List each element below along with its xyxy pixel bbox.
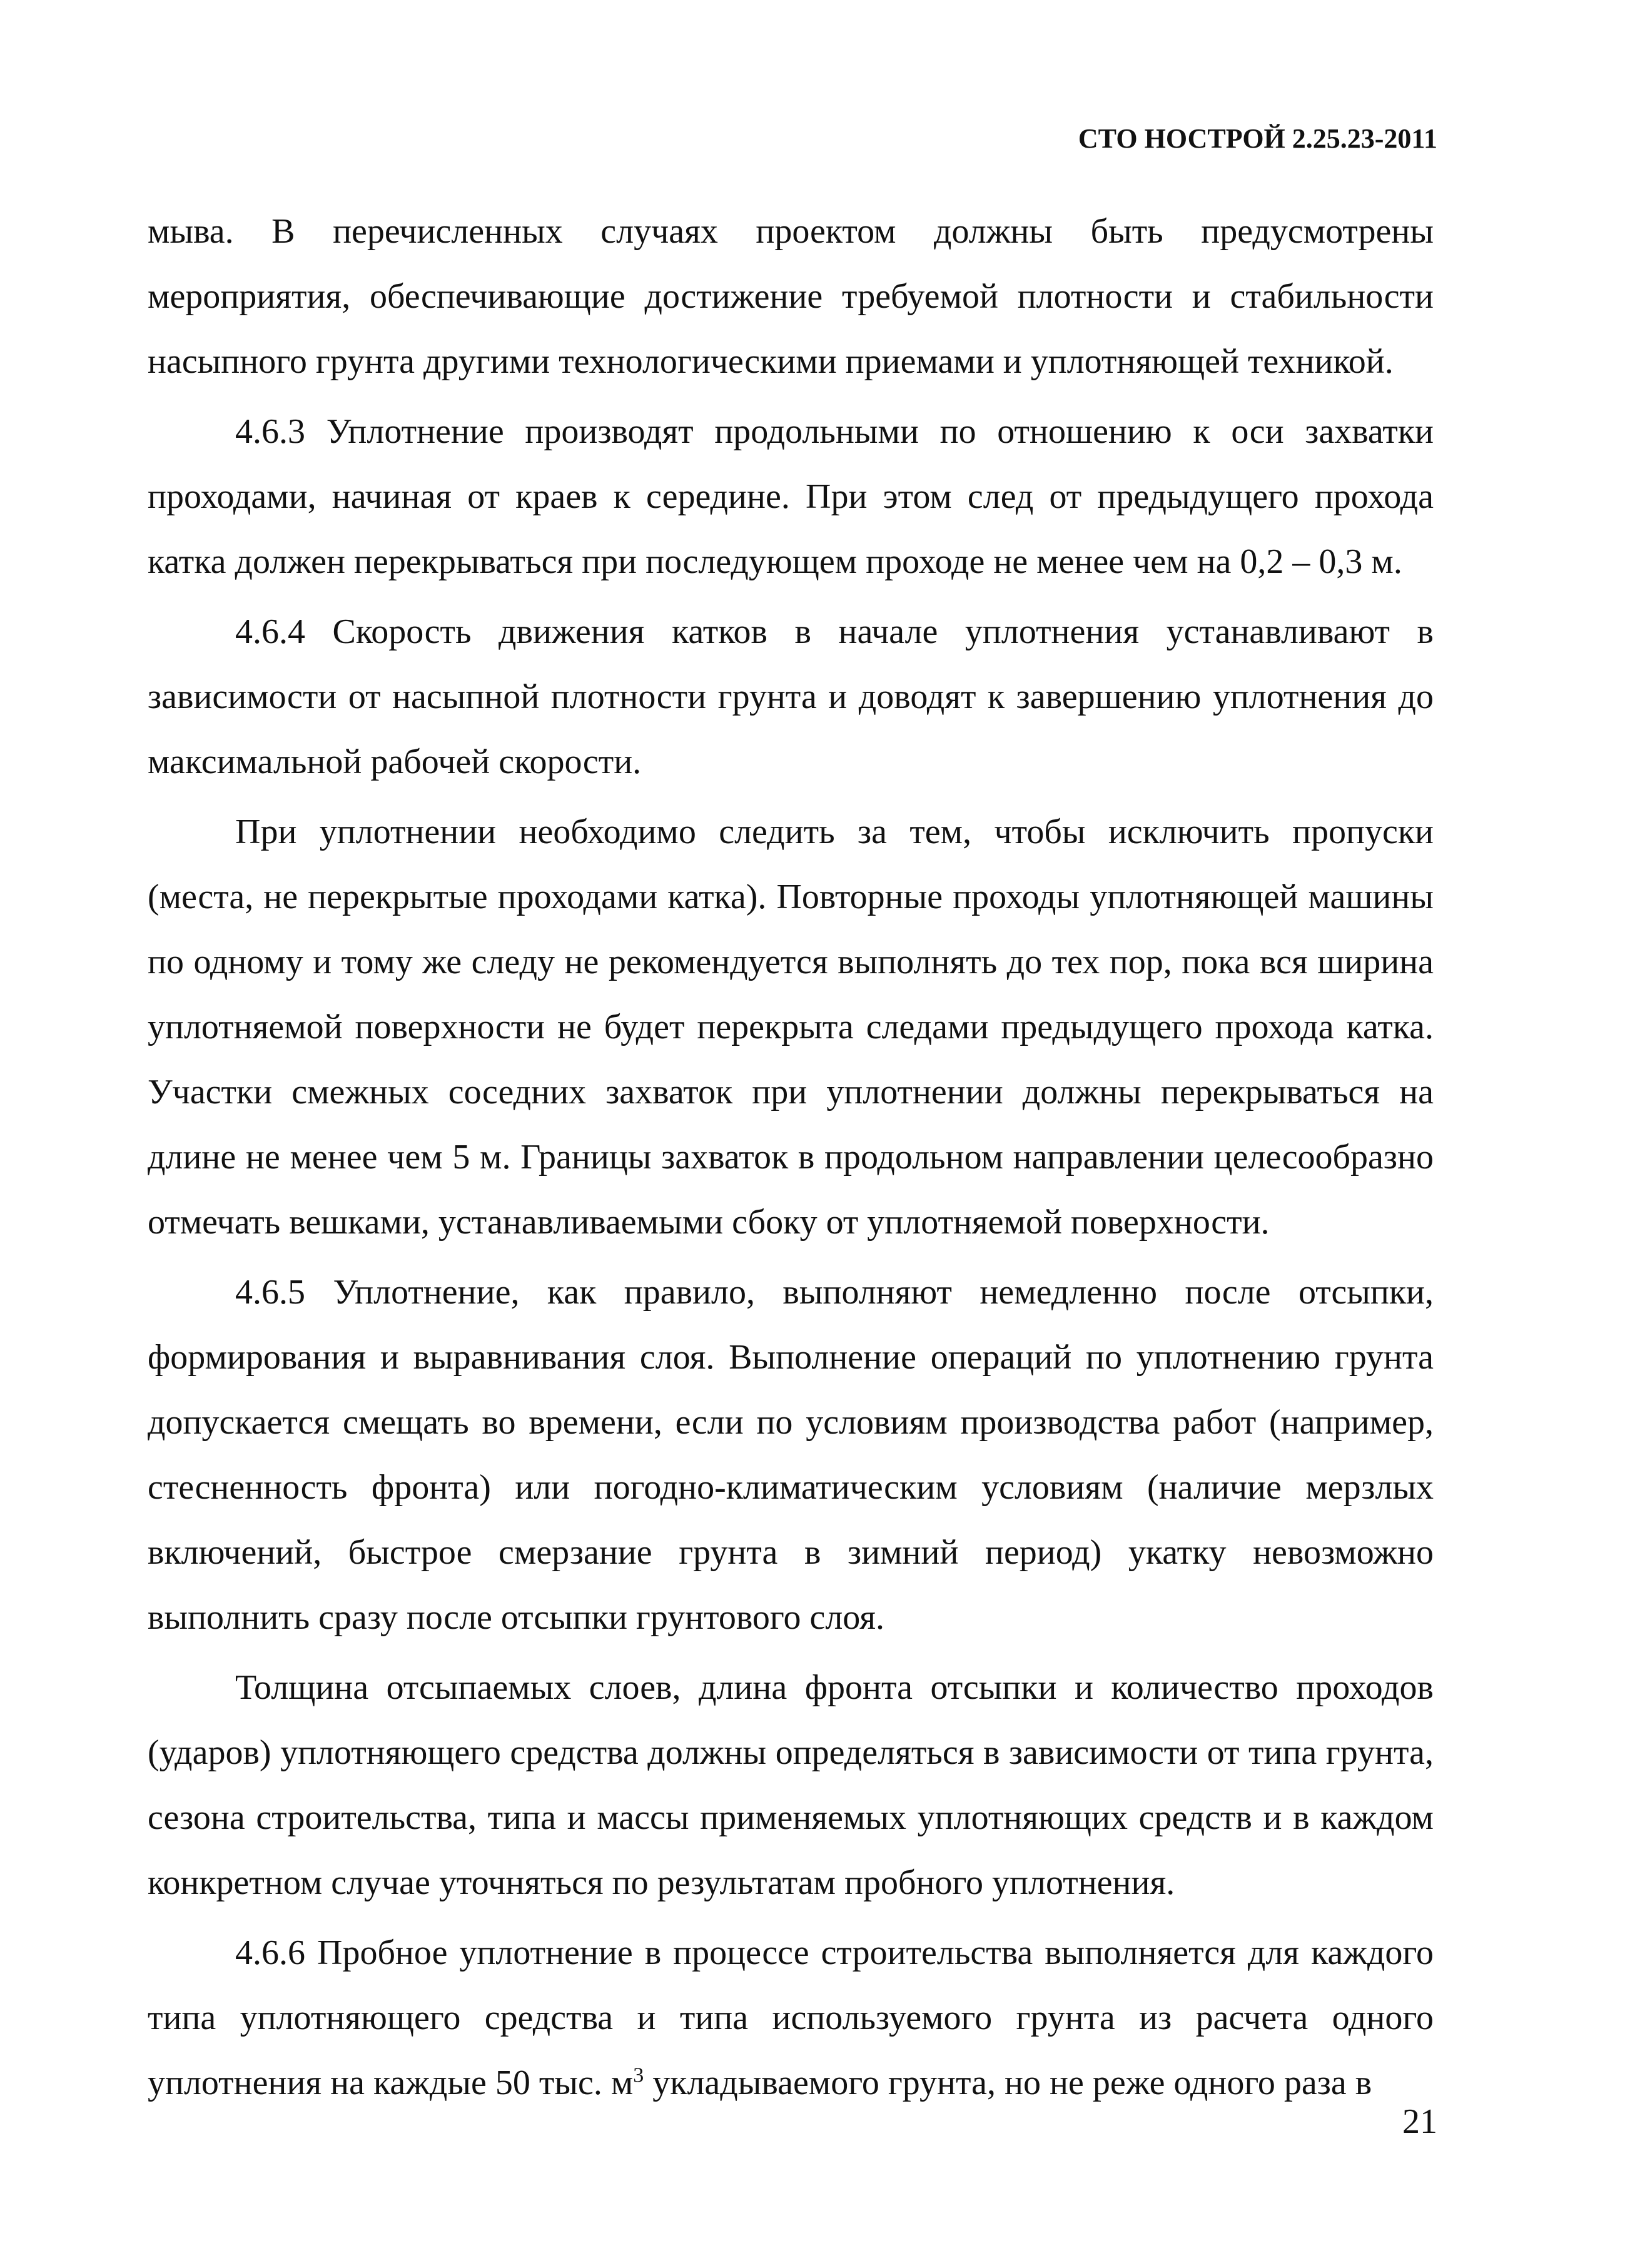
paragraph-4-6-4: 4.6.4 Скорость движения катков в начале уплотнения устанавливают в зависимости от насыпной плотности грунта и доводят к завершению уплотнения до максимальной рабочей скорости.: [148, 612, 1434, 781]
paragraph-4-6-6: [148, 1920, 1434, 2115]
paragraph-4-6-6-text-end: укладываемого грунта, но не реже одного раза в: [644, 2063, 1372, 2102]
paragraph-4-6-6-text-start: 4.6.6 Пробное уплотнение в процессе строительства выполняется для каждого типа уплотняющего средства и типа используемого грунта из расчета одного уплотнения на каждые 50 тыс. м: [148, 1933, 1434, 2102]
paragraph-4-6-3: 4.6.3 Уплотнение производят продольными по отношению к оси захватки проходами, начиная от краев к середине. При этом след от предыдущего прохода катка должен перекрываться при последующем проходе не менее чем на 0,2 – 0,3 м.: [148, 412, 1434, 581]
body-text: [148, 199, 1434, 2120]
paragraph-4-6-5: 4.6.5 Уплотнение, как правило, выполняют немедленно после отсыпки, формирования и выравнивания слоя. Выполнение операций по уплотнению грунта допускается смещать во времени, если по условиям производства работ (например, стесненность фронта) или погодно-климатическим условиям (наличие мерзлых включений, быстрое смерзание грунта в зимний период) укатку невозможно выполнить сразу после отсыпки грунтового слоя.: [148, 1273, 1434, 1637]
paragraph-continuation: мыва. В перечисленных случаях проектом должны быть предусмотрены мероприятия, обеспечивающие достижение требуемой плотности и стабильности насыпного грунта другими технологическими приемами и уплотняющей техникой.: [148, 212, 1434, 381]
page-number: 21: [1402, 2102, 1437, 2141]
document-code-header: СТО НОСТРОЙ 2.25.23-2011: [1078, 123, 1437, 154]
cubic-superscript: 3: [633, 2063, 644, 2087]
paragraph-layer-thickness: Толщина отсыпаемых слоев, длина фронта отсыпки и количество проходов (ударов) уплотняющего средства должны определяться в зависимости от типа грунта, сезона строительства, типа и массы применяемых уплотняющих средств и в каждом конкретном случае уточняться по результатам пробного уплотнения.: [148, 1668, 1434, 1902]
paragraph-skipping-note: При уплотнении необходимо следить за тем, чтобы исключить пропуски (места, не перекрытые проходами катка). Повторные проходы уплотняющей машины по одному и тому же следу не рекомендуется выполнять до тех пор, пока вся ширина уплотняемой поверхности не будет перекрыта следами предыдущего прохода катка. Участки смежных соседних захваток при уплотнении должны перекрываться на длине не менее чем 5 м. Границы захваток в продольном направлении целесообразно отмечать вешками, устанавливаемыми сбоку от уплотняемой поверхности.: [148, 813, 1434, 1242]
